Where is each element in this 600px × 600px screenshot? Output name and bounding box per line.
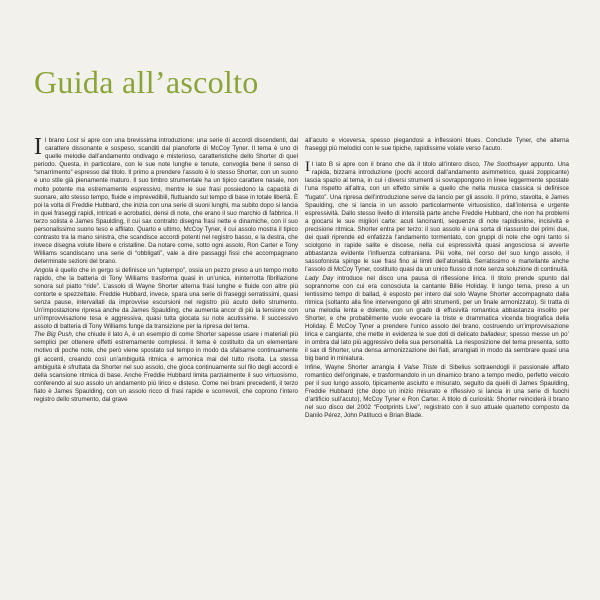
- paragraph-text: Infine, Wayne Shorter arrangia il: [305, 363, 404, 371]
- left-column: [34, 134, 298, 404]
- paragraph-text: appunto. Una rapida, bizzarra introduzione (pochi accordi dall’andamento asimmetrico, quasi zoppicante) lascia spazio al tema, in cui i diversi strumenti si sovrappongono in linee leggermente spostate l’una rispetto all’altra, con un effetto simile a quello che nella musica classica si definisce “fugato”. Una ripresa dell’introduzione serve da lancio per gli assolo. Il primo, stavolta, è James Spaulding, che si lancia in un assolo particolarmente virtuosistico, dall’intensa e urgente espressività. Dallo stesso livello di intensità parte anche Freddie Hubbard, che non ha problemi a giocarsi le sue migliori carte: acuti lancinanti, sequenze di note rapidissime, incisività e precisione ritmica. Shorter entra per terzo: il suo assolo è una sorta di riassunto dei primi due, dei quali riprende ed enfatizza l’andamento tormentato, con gruppi di note che ogni tanto si sciolgono in rapide salite e discese, nella cui espressività quasi angosciosa si avverte abbastanza evidente l’influenza coltraniana. Più volte, nel corso del suo lungo assolo, il sassofonista spinge le sue frasi fino ai limiti dell’atonalità. Serratissimo e martellante anche l’assolo di McCoy Tyner, costituito quasi da un unico flusso di note senza soluzione di continuità.: [305, 161, 569, 274]
- paragraph-lost: [34, 134, 298, 267]
- paragraph-big-push: [34, 331, 298, 404]
- drop-cap: I: [34, 134, 42, 160]
- paragraph-text: l lato B si apre con il brano che dà il titolo all’intero disco,: [312, 161, 484, 169]
- paragraph-text: , spesso messe un po’ in ombra dal lato più aggressivo della sua personalità. La riesposizione del tema presenta, sotto il sax di Shorter, una densa armonizzazione dei fiati, arrangiati in modo da sembrare quasi una big band in miniatura.: [305, 331, 569, 363]
- right-column: [305, 137, 569, 420]
- track-title-lady-day: Lady Day: [305, 274, 334, 282]
- page-title: Guida all’ascolto: [34, 64, 259, 100]
- paragraph-text: introduce nel disco una pausa di riflessione lirica. Il titolo prende spunto dal soprannome con cui era conosciuta la cantante Billie Holiday. Il lungo tema, preso a un lentissimo tempo di ballad, è esposto per intero dal solo Wayne Shorter accompagnato dalla ritmica (soltanto alla fine intervengono gli altri strumenti, per un finale armonizzato). Si tratta di una melodia lenta e dolente, con un grado di effusività romantica abbastanza insolito per Shorter, e che probabilmente vuole evocare la triste e drammatica vicenda biografica della Holiday. È McCoy Tyner a prendere l’unico assolo del brano, costruendo un’improvvisazione lirica e cangiante, che mette in evidenza le sue doti di delicato: [305, 274, 570, 339]
- paragraph-text: l brano: [45, 137, 67, 144]
- paragraph-lady-day: [305, 275, 569, 364]
- paragraph-text: di Sibelius sottraendogli il passionale afflato romantico dell’originale, e trasformandolo in un dinamico brano a tempo medio, perfetto veicolo per il suo lungo assolo, tipicamente asciutto e misurato, seguito da quelli di James Spaulding, Freddie Hubbard (che dopo un inizio misurato e riflessivo si lancia in una serie di fuochi d’artificio sull’acuto), McCoy Tyner e Ron Carter. A titolo di curiosità: Shorter reinciderà il brano nel suo disco del 2002 “Footprints Live”, registrato con il suo attuale quartetto composto da Danilo Pérez, John Patitucci e Brian Blade.: [305, 363, 569, 420]
- term-balladeur: balladeur: [480, 331, 507, 339]
- track-title-big-push: The Big Push: [34, 331, 72, 339]
- paragraph-valse-triste: [305, 364, 569, 421]
- paragraph-text: , che chiude il lato A, è un esempio di come Shorter sapesse usare i materiali più semplici per ottenere effetti estremamente complessi. Il tema è costituito da un elementare motivo di poche note, che però viene spostato sul tempo in modo da sfalsarne continuamente gli accenti, creando così un’ambiguità ritmica e armonica mai del tutto risolta. La stessa ambiguità è sfruttata da Shorter nel suo assolo, che gioca continuamente sul filo degli accordi e della scansione ritmica di base. Anche Freddie Hubbard limita parzialmente il suo virtuosismo, conferendo al suo assolo un andamento più lirico e disteso. Come nei brani precedenti, il terzo fiato è James Spaulding, con un assolo ricco di frasi rapide e scorrevoli, che coprono l’intero registro dello strumento, dal grave: [34, 331, 298, 403]
- track-title-lost: Lost: [66, 137, 79, 144]
- paragraph-continued: all’acuto e viceversa, spesso piegandosi a inflessioni blues. Conclude Tyner, che alterna fraseggi più melodici con le sue tipiche, rapidissime volate verso l’acuto.: [305, 137, 569, 153]
- paragraph-angola: [34, 267, 298, 332]
- track-title-angola: Angola: [34, 266, 54, 274]
- track-title-valse-triste: Valse Triste: [403, 363, 438, 371]
- paragraph-text: si apre con una brevissima introduzione: una serie di accordi discendenti, dal carattere dissonante e sospeso, scanditi dal pianoforte di McCoy Tyner. Il tema è uno di quelle melodie dall’andamento ondivago e misterioso, caratteristiche dello Shorter di quel periodo. Questa, in particolare, con le sue note lunghe e tenute, convoglia bene il senso di “smarrimento” espresso dal titolo. Il primo a prendere l’assolo è lo stesso Shorter, con un suono e uno stile già pienamente maturo. Il suo timbro strumentale ha un tipico carattere nasale, non molto potente ma estremamente espressivo, mentre le sue frasi possiedono la capacità di suonare, allo stesso tempo, fluide e imprevedibili, fluttuando sul tempo di base in totale libertà. È poi la volta di Freddie Hubbard, che inizia con una serie di suoni lunghi, ma subito dopo si lancia in quei fraseggi rapidi, intricati e acrobatici, densi di note, che erano il suo marchio di fabbrica. Il terzo solista è James Spaulding, il cui sax contralto disegna frasi nette e dinamiche, con il suo personalissimo suono teso e affilato. Quarto e ultimo, McCoy Tyner, il cui assolo mostra il tipico contrasto tra la mano sinistra, che scandisce accordi potenti nel registro basso, e la destra, che invece disegna volute libere e cristalline. Da notare come, sotto ogni assolo, Ron Carter e Tony Williams scandiscano una serie di “obbligati”, vale a dire passaggi fissi che accompagnano determinate sezioni del brano.: [34, 137, 298, 266]
- paragraph-soothsayer: [305, 161, 569, 274]
- track-title-soothsayer: The Soothsayer: [483, 161, 529, 169]
- paragraph-text: è quello che in gergo si definisce un “uptempo”, ossia un pezzo preso a un tempo molto rapido, che la batteria di Tony Williams trasforma quasi in un’unica, ininterrotta fibrillazione sonora sul piatto “ride”. L’assolo di Wayne Shorter alterna frasi lunghe e fluide con altre più contorte e spezzettate. Freddie Hubbard, invece, spara una serie di fraseggi serratissimi, quasi senza pause, intervallati da improvvise escursioni nel registro più acuto dello strumento. Un’impostazione ripresa anche da James Spaulding, che aumenta ancor di più la tensione con un’improvvisazione tesa e aggressiva, quasi tutta giocata su note acutissime. Il successivo assolo di batteria di Tony Williams funge da transizione per la ripresa del tema.: [34, 266, 298, 331]
- drop-cap: I: [305, 159, 310, 176]
